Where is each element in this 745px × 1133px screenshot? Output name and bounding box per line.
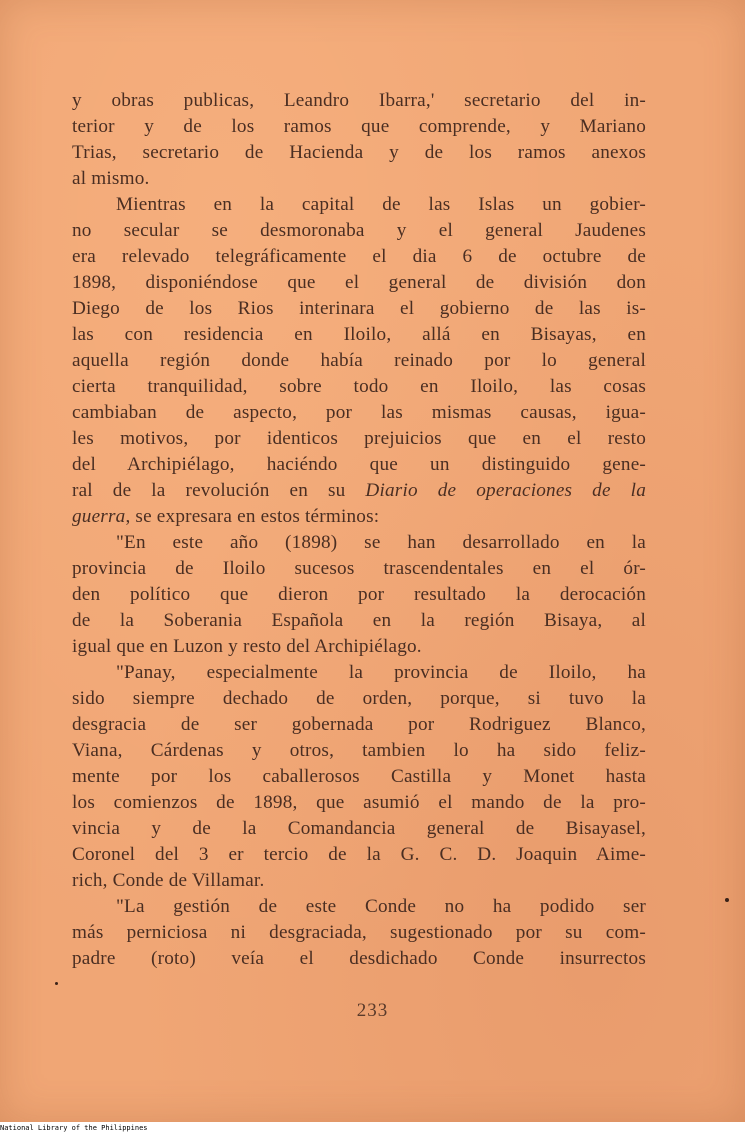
text-line: era relevado telegráficamente el dia 6 de octubre de [72, 246, 646, 267]
text-line: sido siempre dechado de orden, porque, si tuvo la [72, 688, 646, 709]
text-line: "La gestión de este Conde no ha podido ser [116, 896, 646, 917]
scan-credit: National Library of the Philippines [0, 1124, 148, 1132]
text-line: las con residencia en Iloilo, allá en Bisayas, en [72, 324, 646, 345]
text-segment: ral de la revolución en su [72, 480, 366, 501]
text-line: y obras publicas, Leandro Ibarra,' secretario del in- [72, 90, 646, 111]
text-line: 1898, disponiéndose que el general de división don [72, 272, 646, 293]
text-line [72, 478, 646, 504]
text-line: vincia y de la Comandancia general de Bisayasel, [72, 818, 646, 839]
text-line: Viana, Cárdenas y otros, tambien lo ha sido feliz- [72, 740, 646, 761]
ink-speck [725, 898, 729, 902]
diary-title: Diario de operaciones de la [365, 480, 646, 501]
text-line: los comienzos de 1898, que asumió el mando de la pro- [72, 792, 646, 813]
text-line: igual que en Luzon y resto del Archipiélago. [72, 636, 422, 657]
text-line: del Archipiélago, haciéndo que un distinguido gene- [72, 454, 646, 475]
text-line: "Panay, especialmente la provincia de Iloilo, ha [116, 662, 646, 683]
body-text [72, 88, 646, 972]
page-number: 233 [356, 1000, 389, 1021]
diary-title-end: guerra [72, 506, 126, 527]
text-line: rich, Conde de Villamar. [72, 870, 265, 891]
text-line: Trias, secretario de Hacienda y de los ramos anexos [72, 142, 646, 163]
text-line: Diego de los Rios interinara el gobierno de las is- [72, 298, 646, 319]
text-line: al mismo. [72, 168, 150, 189]
text-line: padre (roto) veía el desdichado Conde insurrectos [72, 948, 646, 969]
text-line: aquella región donde había reinado por lo general [72, 350, 646, 371]
text-line: den político que dieron por resultado la derocación [72, 584, 646, 605]
text-line [72, 504, 646, 530]
text-line: cambiaban de aspecto, por las mismas causas, igua- [72, 402, 646, 423]
text-line: más perniciosa ni desgraciada, sugestionado por su com- [72, 922, 646, 943]
ink-speck [55, 982, 58, 985]
text-line: provincia de Iloilo sucesos trascendentales en el ór- [72, 558, 646, 579]
text-line: cierta tranquilidad, sobre todo en Iloilo, las cosas [72, 376, 646, 397]
text-line: "En este año (1898) se han desarrollado en la [116, 532, 646, 553]
text-line: no secular se desmoronaba y el general Jaudenes [72, 220, 646, 241]
text-line: de la Soberania Española en la región Bisaya, al [72, 610, 646, 631]
text-line: Coronel del 3 er tercio de la G. C. D. Joaquin Aime- [72, 844, 646, 865]
text-line: mente por los caballerosos Castilla y Monet hasta [72, 766, 646, 787]
text-line: desgracia de ser gobernada por Rodriguez Blanco, [72, 714, 646, 735]
text-segment: , se expresara en estos términos: [125, 506, 380, 527]
text-line: Mientras en la capital de las Islas un gobier- [116, 194, 646, 215]
text-line: les motivos, por identicos prejuicios que en el resto [72, 428, 646, 449]
text-line: terior y de los ramos que comprende, y Mariano [72, 116, 646, 137]
